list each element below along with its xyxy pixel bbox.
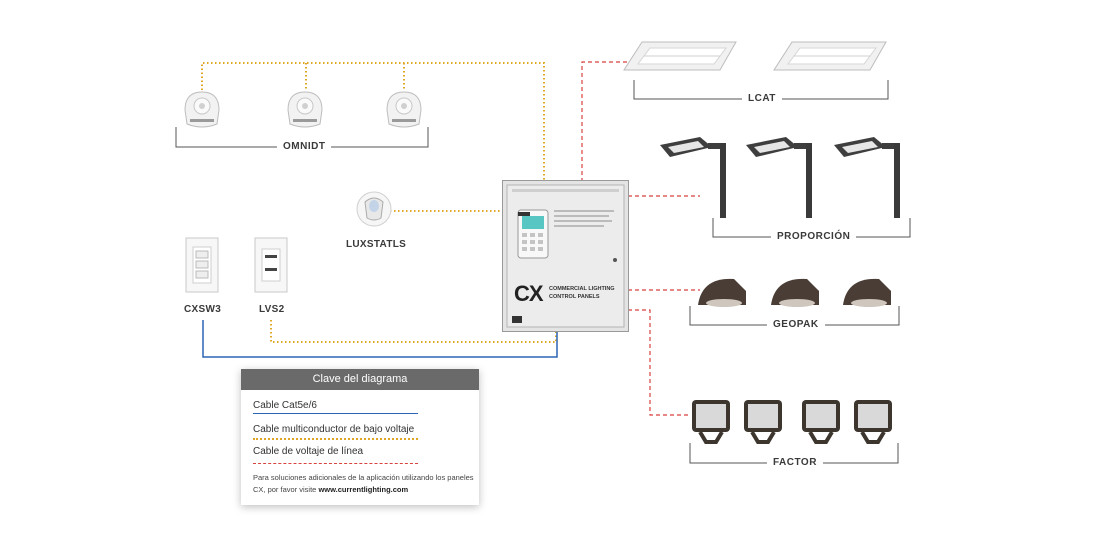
flood-light-icon bbox=[686, 398, 734, 446]
occupancy-sensor-icon bbox=[181, 88, 223, 132]
key-line-voltage-label: Cable de voltaje de línea bbox=[253, 446, 364, 457]
key-title: Clave del diagrama bbox=[241, 369, 479, 390]
flood-light-icon bbox=[738, 398, 786, 446]
occupancy-sensor-icon bbox=[284, 88, 326, 132]
panel-subtitle-2: CONTROL PANELS bbox=[549, 294, 600, 300]
label-proporcion: PROPORCIÓN bbox=[771, 231, 856, 243]
cx-control-panel bbox=[502, 180, 629, 332]
lcat-fixture-icon bbox=[620, 38, 740, 74]
label-omnidt: OMNIDT bbox=[277, 141, 331, 153]
key-note bbox=[253, 472, 477, 496]
key-line-voltage-line bbox=[253, 463, 418, 464]
label-cxsw3: CXSW3 bbox=[184, 304, 222, 315]
area-light-icon bbox=[656, 135, 736, 220]
lcat-fixture-icon bbox=[770, 38, 890, 74]
wall-pack-icon bbox=[694, 275, 750, 309]
occupancy-sensor-icon bbox=[383, 88, 425, 132]
label-geopak: GEOPAK bbox=[767, 319, 825, 331]
photosensor-icon bbox=[355, 190, 393, 228]
key-cat5-label: Cable Cat5e/6 bbox=[253, 400, 317, 411]
key-low-voltage-line bbox=[253, 438, 418, 440]
flood-light-icon bbox=[796, 398, 844, 446]
cxsw3-switch-icon bbox=[185, 237, 219, 293]
diagram-key bbox=[241, 369, 479, 505]
flood-light-icon bbox=[848, 398, 896, 446]
label-lvs2: LVS2 bbox=[259, 304, 285, 315]
label-factor: FACTOR bbox=[767, 457, 823, 469]
key-low-voltage-label: Cable multiconductor de bajo voltaje bbox=[253, 424, 415, 435]
area-light-icon bbox=[830, 135, 910, 220]
wall-pack-icon bbox=[767, 275, 823, 309]
label-lcat: LCAT bbox=[742, 93, 782, 105]
key-url-link[interactable]: www.currentlighting.com bbox=[318, 485, 409, 494]
wall-pack-icon bbox=[839, 275, 895, 309]
area-light-icon bbox=[742, 135, 822, 220]
panel-subtitle-1: COMMERCIAL LIGHTING bbox=[549, 286, 615, 292]
key-note-text: Para soluciones adicionales de la aplicación utilizando los paneles CX, por favor visite bbox=[253, 473, 474, 494]
lvs2-switch-icon bbox=[254, 237, 288, 293]
label-luxstatls: LUXSTATLS bbox=[346, 239, 407, 250]
key-cat5-line bbox=[253, 413, 418, 414]
panel-logo: CX bbox=[514, 281, 543, 306]
